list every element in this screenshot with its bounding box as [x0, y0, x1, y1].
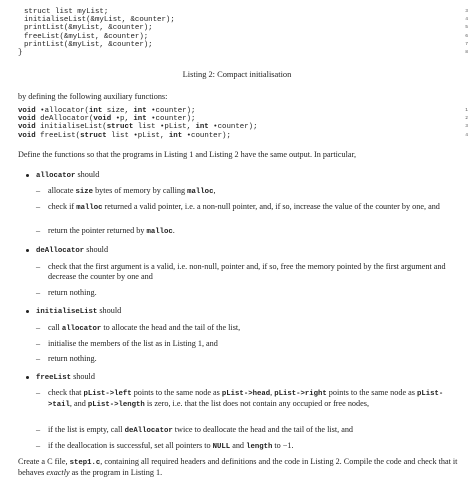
code-text: freeList(: [35, 131, 81, 140]
code-listing-aux: [18, 107, 458, 140]
text-run: ,: [213, 186, 216, 195]
inline-code: pList->left: [83, 390, 132, 398]
dash-marker: –: [36, 262, 41, 271]
code-line: printList(&myList, &counter);: [24, 24, 153, 33]
text-run: returned a valid pointer, i.e. a non-null pointer, and, if so, increase the value of the counter by one, and: [102, 202, 440, 211]
code-keyword: struct: [80, 131, 107, 140]
text-run: initialise the members of the list as in Listing 1, and: [48, 339, 218, 348]
text-run: check if: [48, 202, 77, 211]
bullet-subitem: [36, 226, 450, 237]
text-run: call: [48, 323, 62, 332]
bullet-heading: [26, 372, 95, 382]
code-keyword: void: [18, 123, 36, 132]
dash-marker: –: [36, 186, 41, 195]
text-run: ,: [270, 388, 275, 397]
dash-marker: –: [36, 339, 41, 348]
inline-code: pList->head: [221, 390, 271, 398]
dash-marker: –: [36, 202, 41, 211]
inline-code: step1.c: [69, 459, 101, 467]
dash-marker: –: [36, 323, 41, 332]
code-line: [18, 107, 458, 115]
code-line: struct list myList;: [24, 8, 109, 16]
code-text: •counter);: [182, 131, 231, 140]
code-keyword: int: [133, 115, 147, 124]
inline-code: pList->length: [87, 401, 145, 410]
code-listing-top: [18, 8, 458, 57]
line-numbers-aux: [456, 107, 468, 140]
bullet-heading: [26, 245, 108, 255]
bullet-dot: [26, 174, 29, 177]
text-run: allocate: [48, 186, 76, 195]
bullet-dot: [26, 310, 29, 313]
function-name: deAllocator: [36, 247, 85, 255]
bullet-heading: [26, 170, 99, 180]
line-number: 4: [465, 17, 468, 23]
code-text: list •pList,: [106, 131, 169, 140]
code-keyword: void: [18, 107, 36, 115]
code-text: •allocator(: [35, 107, 89, 115]
function-name: allocator: [36, 172, 76, 180]
line-number: 4: [465, 132, 468, 138]
function-name: initialiseList: [36, 308, 98, 316]
dash-marker: –: [36, 354, 41, 363]
line-number: 1: [465, 108, 468, 113]
bullet-suffix: should: [97, 306, 122, 315]
inline-code: malloc: [76, 204, 103, 212]
code-line: printList(&myList, &counter);: [24, 40, 153, 49]
text-run: if the deallocation is successful, set all pointers to: [48, 441, 213, 450]
dash-marker: –: [36, 226, 41, 235]
code-line: }: [18, 49, 23, 58]
text-run: and: [230, 441, 247, 450]
bullet-subitem: [36, 288, 450, 298]
function-name: freeList: [36, 374, 72, 382]
code-keyword: struct: [106, 123, 134, 132]
line-numbers-top: [456, 8, 468, 57]
bullet-subitem: [36, 354, 450, 364]
inline-code: deAllocator: [124, 427, 173, 435]
dash-marker: –: [36, 288, 41, 297]
inline-code: NULL: [212, 443, 231, 451]
dash-marker: –: [36, 441, 41, 450]
bullet-subitem: [36, 425, 450, 436]
code-keyword: int: [195, 123, 209, 132]
code-keyword: int: [133, 107, 147, 115]
code-line: [18, 123, 458, 131]
bullet-subitem: [36, 441, 450, 452]
text-run: return nothing.: [48, 288, 97, 297]
text-run: is zero, i.e. that the list does not contain any occupied or free nodes,: [144, 399, 369, 409]
text-run: as the program in Listing 1.: [69, 468, 163, 478]
emphasis-text: exactly: [46, 468, 70, 478]
closing-paragraph: [18, 457, 458, 478]
bullet-dot: [26, 376, 29, 379]
inline-code: malloc: [146, 228, 173, 236]
text-run: , containing all required headers and definitions and the code in Listing 2. Compile the code and check that it behaves: [18, 457, 458, 478]
text-run: check that the first argument is a valid, i.e. non-null, pointer and, if so, free the memory pointed by the first argument and decrease the counter by one and: [48, 262, 446, 282]
bullet-subitem: [36, 339, 450, 349]
inline-code: allocator: [61, 325, 102, 333]
define-text: Define the functions so that the programs in Listing 1 and Listing 2 have the same output. In particular,: [18, 150, 357, 159]
code-text: •counter);: [146, 115, 196, 124]
code-text: list •pList,: [133, 123, 196, 132]
text-run: , and: [69, 399, 88, 409]
inline-code: size: [75, 188, 94, 196]
code-line: [18, 115, 458, 123]
bullet-suffix: should: [71, 372, 95, 381]
text-run: return the pointer returned by: [48, 226, 147, 235]
line-number: 8: [465, 50, 468, 56]
line-number: 2: [465, 116, 468, 122]
bullet-suffix: should: [84, 245, 109, 254]
code-keyword: void: [93, 115, 112, 124]
code-keyword: void: [18, 131, 36, 140]
text-run: twice to deallocate the head and the tail of the list, and: [172, 425, 354, 434]
bullet-subitem: [36, 186, 450, 197]
text-run: bytes of memory by calling: [93, 186, 188, 195]
code-line: [18, 132, 458, 140]
inline-code: malloc: [187, 188, 214, 196]
text-run: to −1.: [272, 441, 294, 450]
inline-code: length: [246, 443, 273, 451]
line-number: 5: [465, 25, 468, 31]
bullet-subitem: [36, 262, 450, 282]
bullet-heading: [26, 306, 121, 316]
line-number: 3: [465, 124, 468, 130]
code-text: initialiseList(: [35, 123, 107, 132]
text-run: Create a C file,: [18, 457, 70, 466]
text-run: to allocate the head and the tail of the list,: [101, 323, 241, 332]
inline-code: pList->tail: [48, 390, 444, 410]
code-keyword: int: [88, 107, 103, 115]
code-line: freeList(&myList, &counter);: [24, 32, 149, 41]
code-keyword: int: [168, 131, 183, 140]
inline-code: pList->right: [274, 390, 327, 398]
code-text: •p,: [111, 115, 134, 124]
line-number: 3: [465, 9, 468, 14]
bullet-subitem: [36, 323, 450, 334]
bullet-subitem: [36, 388, 450, 410]
code-text: •counter);: [146, 107, 196, 115]
text-run: .: [172, 226, 175, 235]
dash-marker: –: [36, 388, 41, 397]
bullet-suffix: should: [75, 170, 100, 179]
code-keyword: void: [18, 115, 36, 124]
code-line: initialiseList(&myList, &counter);: [24, 16, 175, 25]
text-run: points to the same node as: [326, 388, 418, 397]
text-run: if the list is empty, call: [48, 425, 125, 434]
code-text: •counter);: [208, 123, 258, 132]
bullet-dot: [26, 249, 29, 252]
bullet-subitem: [36, 202, 450, 213]
listing-caption: Listing 2: Compact initialisation: [182, 70, 292, 79]
code-text: size,: [102, 107, 134, 115]
line-number: 6: [465, 33, 468, 39]
code-text: deAllocator(: [35, 115, 94, 124]
text-run: return nothing.: [48, 354, 97, 363]
dash-marker: –: [36, 425, 41, 434]
line-number: 7: [465, 41, 468, 47]
intro-text: by defining the following auxiliary functions:: [18, 92, 168, 101]
text-run: points to the same node as: [131, 388, 222, 397]
text-run: check that: [48, 388, 84, 397]
